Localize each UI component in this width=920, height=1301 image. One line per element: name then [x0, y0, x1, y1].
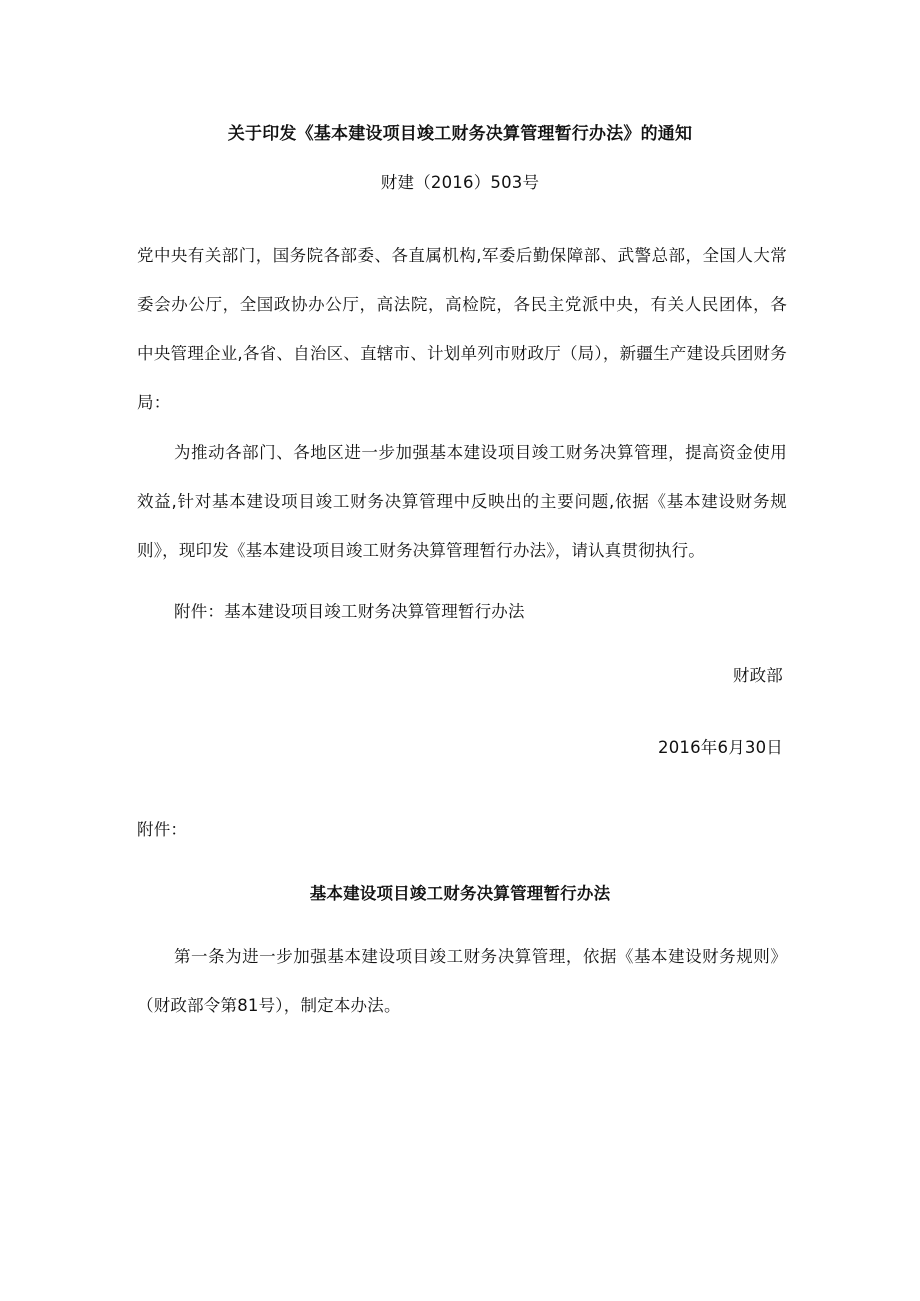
attachment-line: 附件：基本建设项目竣工财务决算管理暂行办法	[174, 602, 525, 621]
attachment-title: 基本建设项目竣工财务决算管理暂行办法	[309, 884, 611, 903]
article-1-paragraph: 第一条为进一步加强基本建设项目竣工财务决算管理，依据《基本建设财务规则》（财政部令第81号），制定本办法。	[137, 947, 787, 1015]
document-number: 财建（2016）503号	[380, 173, 540, 192]
document-title: 关于印发《基本建设项目竣工财务决算管理暂行办法》的通知	[227, 124, 693, 144]
signer: 财政部	[732, 666, 783, 685]
recipients-paragraph: 党中央有关部门，国务院各部委、各直属机构,军委后勤保障部、武警总部，全国人大常委会办公厅，全国政协办公厅，高法院，高检院，各民主党派中央，有关人民团体，各中央管理企业,各省、自治区、直辖市、计划单列市财政厅（局），新疆生产建设兵团财务局：	[137, 246, 787, 412]
attachment-label: 附件：	[137, 820, 188, 839]
issue-date: 2016年6月30日	[658, 738, 783, 757]
body-paragraph-1: 为推动各部门、各地区进一步加强基本建设项目竣工财务决算管理，提高资金使用效益,针对基本建设项目竣工财务决算管理中反映出的主要问题,依据《基本建设财务规则》，现印发《基本建设项目竣工财务决算管理暂行办法》，请认真贯彻执行。	[137, 443, 787, 560]
